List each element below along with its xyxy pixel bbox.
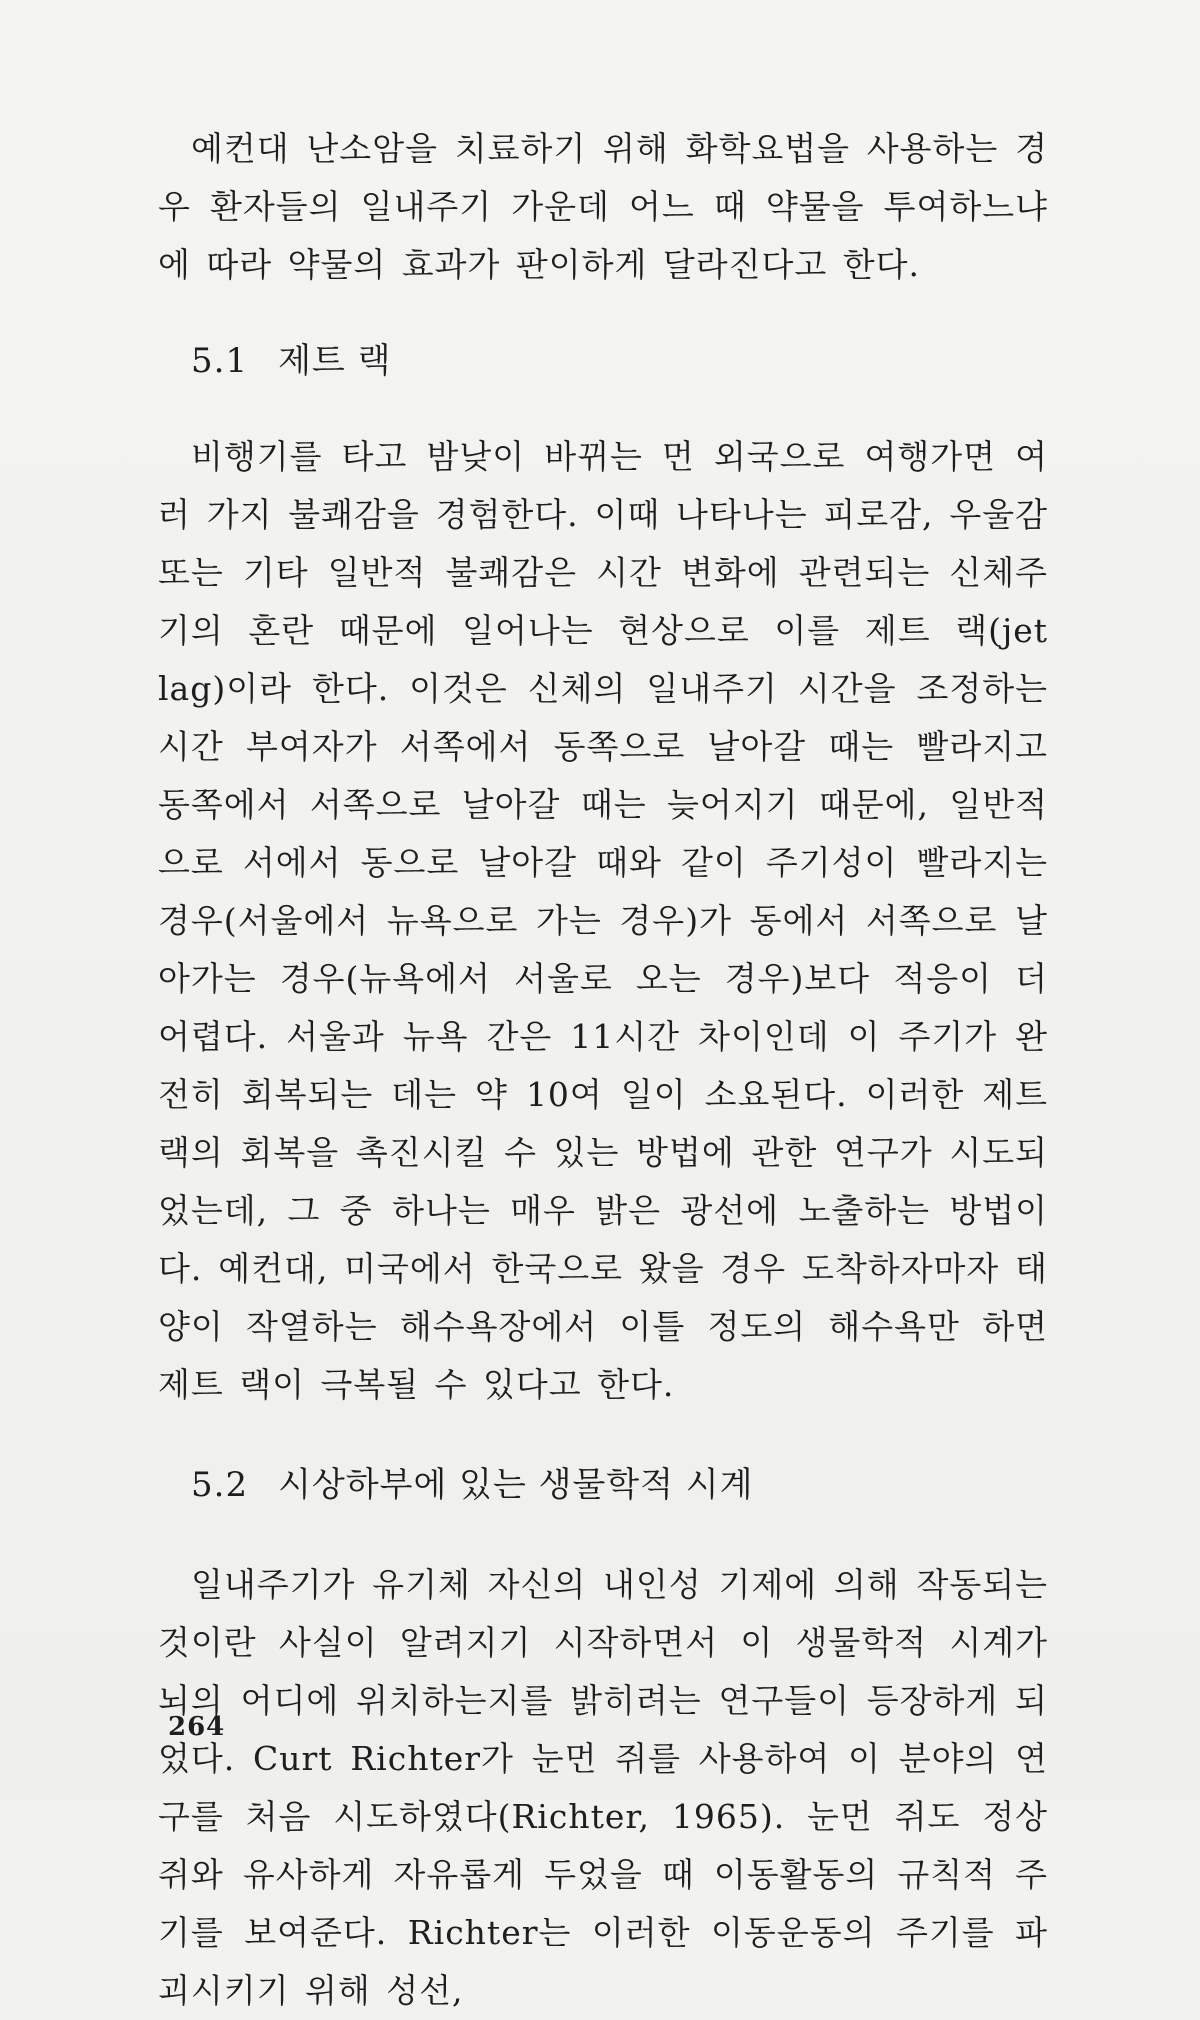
page-number: 264 — [168, 1712, 226, 1742]
spacer — [158, 390, 1048, 428]
section-heading-5-1 — [158, 332, 1048, 390]
intro-paragraph: 예컨대 난소암을 치료하기 위해 화학요법을 사용하는 경우 환자들의 일내주기 가운데 어느 때 약물을 투여하느냐에 따라 약물의 효과가 판이하게 달라진다고 한다. — [158, 129, 1048, 284]
section-title: 시상하부에 있는 생물학적 시계 — [278, 1465, 754, 1505]
biological-clock-paragraph: 일내주기가 유기체 자신의 내인성 기제에 의해 작동되는 것이란 사실이 알려지기 시작하면서 이 생물학적 시계가 뇌의 어디에 위치하는지를 밝히려는 연구들이 등장하게 되었다. Curt Richter가 눈먼 쥐를 사용하여 이 분야의 연구를 처음 시도하였다(Richter, 1965). 눈먼 쥐도 정상 쥐와 유사하게 자유롭게 두었을 때 이동활동의 규칙적 주기를 보여준다. Richter는 이러한 이동운동의 주기를 파괴시키기 위해 성선, — [158, 1565, 1048, 2010]
page-content — [158, 120, 1048, 2020]
section-number: 5.1 — [191, 341, 249, 381]
section-heading-5-2 — [158, 1456, 1048, 1514]
section-title: 제트 랙 — [278, 341, 392, 381]
spacer — [158, 1514, 1048, 1556]
jet-lag-paragraph: 비행기를 타고 밤낮이 바뀌는 먼 외국으로 여행가면 여러 가지 불쾌감을 경험한다. 이때 나타나는 피로감, 우울감 또는 기타 일반적 불쾌감은 시간 변화에 관련되는 신체주기의 혼란 때문에 일어나는 현상으로 이를 제트 랙(jet lag)이라 한다. 이것은 신체의 일내주기 시간을 조정하는 시간 부여자가 서쪽에서 동쪽으로 날아갈 때는 빨라지고 동쪽에서 서쪽으로 날아갈 때는 늦어지기 때문에, 일반적으로 서에서 동으로 날아갈 때와 같이 주기성이 빨라지는 경우(서울에서 뉴욕으로 가는 경우)가 동에서 서쪽으로 날아가는 경우(뉴욕에서 서울로 오는 경우)보다 적응이 더 어렵다. 서울과 뉴욕 간은 11시간 차이인데 이 주기가 완전히 회복되는 데는 약 10여 일이 소요된다. 이러한 제트 랙의 회복을 촉진시킬 수 있는 방법에 관한 연구가 시도되었는데, 그 중 하나는 매우 밝은 광선에 노출하는 방법이다. 예컨대, 미국에서 한국으로 왔을 경우 도착하자마자 태양이 작열하는 해수욕장에서 이틀 정도의 해수욕만 하면 제트 랙이 극복될 수 있다고 한다. — [158, 437, 1048, 1404]
spacer — [158, 294, 1048, 332]
section-number: 5.2 — [191, 1465, 249, 1505]
spacer — [158, 1414, 1048, 1456]
